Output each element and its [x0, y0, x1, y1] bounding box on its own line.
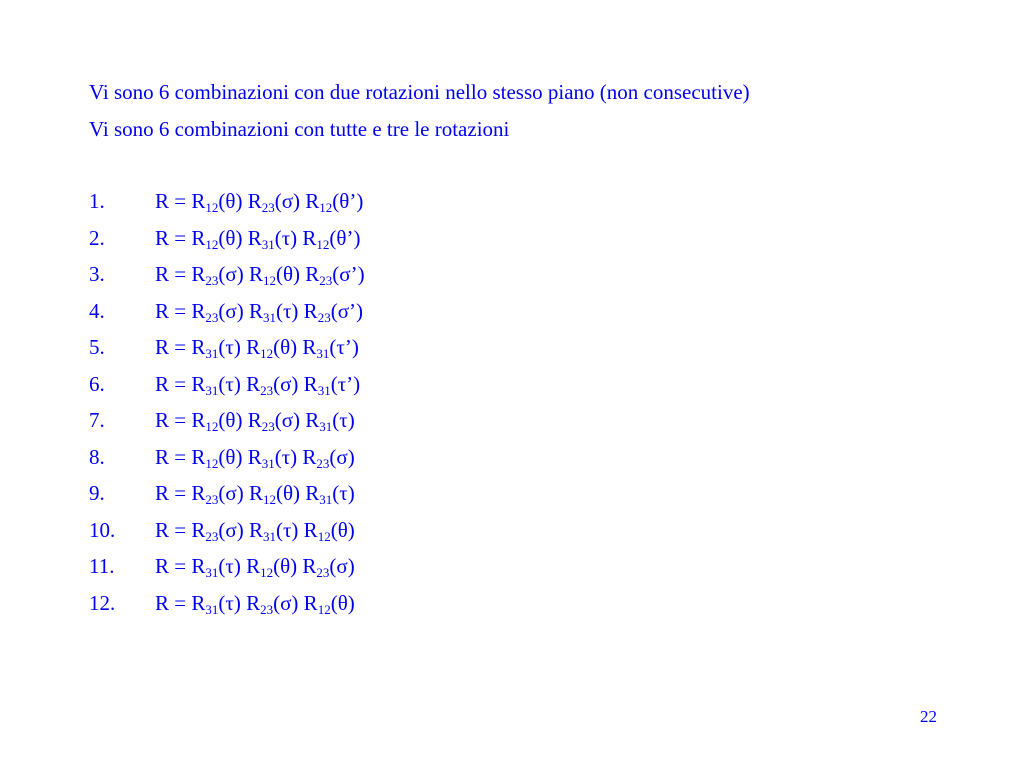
rotation-angle: θ [280, 335, 291, 359]
rotation-angle: σ [281, 408, 294, 432]
rotation-combination-item [89, 475, 365, 512]
rotation-angle: τ [281, 225, 291, 250]
rotation-angle: τ’ [336, 335, 352, 359]
rotation-index: 23 [319, 273, 333, 288]
rotation-angle: τ [339, 481, 348, 505]
rotation-formula: $R = R_{12}(\theta)$ $R_{31}(\tau)$ $R_{23}(\sigma)$ [155, 444, 355, 471]
rotation-combination-item [89, 256, 365, 293]
rotation-angle: σ’ [337, 298, 357, 323]
rotation-angle: θ [337, 517, 348, 542]
rotation-combination-item [89, 366, 365, 403]
rotation-index: 23 [316, 455, 330, 471]
item-number: 6. [89, 371, 105, 396]
rotation-index: 12 [205, 200, 219, 215]
item-number: 12. [89, 590, 116, 615]
rotation-angle: θ [282, 481, 294, 505]
rotation-angle: σ [336, 444, 348, 469]
rotation-angle: τ [225, 371, 234, 396]
rotation-combination-item [89, 329, 365, 366]
rotation-index: 12 [205, 419, 219, 434]
rotation-angle: θ’ [339, 189, 357, 213]
rotation-index: 31 [319, 492, 333, 507]
rotation-formula: $R = R_{12}(\theta)$ $R_{23}(\sigma)$ $R_{12}(\theta’)$ [155, 189, 364, 215]
rotation-angle: σ [280, 590, 292, 615]
item-number: 9. [89, 481, 105, 505]
rotation-angle: θ [280, 554, 291, 578]
rotation-formula: $R = R_{23}(\sigma)$ $R_{12}(\theta)$ $R_{23}(\sigma’)$ [155, 262, 365, 288]
rotation-index: 31 [317, 382, 331, 398]
rotation-index: 31 [205, 382, 219, 398]
rotation-formula: $R = R_{31}(\tau)$ $R_{12}(\theta)$ $R_{23}(\sigma)$ [155, 554, 355, 580]
rotation-angle: σ [336, 554, 348, 578]
rotation-index: 12 [317, 528, 331, 544]
rotation-angle: σ [281, 189, 294, 213]
rotation-index: 23 [205, 273, 219, 288]
rotation-angle: σ [225, 298, 237, 323]
rotation-index: 12 [317, 601, 331, 617]
rotation-angle: τ’ [337, 371, 354, 396]
rotation-index: 12 [260, 565, 274, 580]
rotation-combination-item [89, 220, 365, 257]
intro-line-2: Vi sono 6 combinazioni con tutte e tre le rotazioni [89, 117, 510, 141]
item-number: 4. [89, 298, 105, 323]
rotation-index: 31 [261, 236, 275, 252]
rotation-formula: $R = R_{31}(\tau)$ $R_{23}(\sigma)$ $R_{12}(\theta)$ [155, 590, 355, 617]
rotation-angle: θ [225, 225, 236, 250]
item-number: 10. [89, 517, 116, 542]
rotation-index: 23 [260, 601, 274, 617]
rotation-angle: τ [282, 298, 292, 323]
rotation-index: 23 [260, 382, 274, 398]
item-number: 8. [89, 444, 105, 469]
rotation-angle: τ [281, 444, 291, 469]
rotation-formula: $R = R_{23}(\sigma)$ $R_{12}(\theta)$ $R_{31}(\tau)$ [155, 481, 355, 507]
rotation-angle: θ [225, 408, 236, 432]
item-number: 11. [89, 554, 115, 578]
intro-line-1: Vi sono 6 combinazioni con due rotazioni nello stesso piano (non consecutive) [89, 80, 750, 104]
item-number: 2. [89, 225, 105, 250]
rotation-combination-item [89, 293, 365, 330]
rotation-index: 23 [205, 528, 219, 544]
item-number: 5. [89, 335, 105, 359]
rotation-index: 12 [316, 236, 330, 252]
rotation-angle: τ [282, 517, 292, 542]
rotation-formula: $R = R_{12}(\theta)$ $R_{31}(\tau)$ $R_{12}(\theta’)$ [155, 225, 361, 252]
intro-text [89, 74, 750, 148]
rotation-index: 31 [205, 346, 219, 361]
rotation-angle: τ [225, 590, 234, 615]
rotation-formula: $R = R_{12}(\theta)$ $R_{23}(\sigma)$ $R_{31}(\tau)$ [155, 408, 355, 434]
rotation-index: 12 [319, 200, 333, 215]
rotation-formula: $R = R_{31}(\tau)$ $R_{12}(\theta)$ $R_{31}(\tau’)$ [155, 335, 359, 361]
rotation-index: 23 [316, 565, 330, 580]
rotation-formula: $R = R_{23}(\sigma)$ $R_{31}(\tau)$ $R_{23}(\sigma’)$ [155, 298, 364, 325]
rotation-index: 23 [261, 200, 275, 215]
rotation-index: 12 [262, 273, 276, 288]
item-number: 7. [89, 408, 105, 432]
rotation-index: 31 [205, 565, 219, 580]
rotation-angle: τ [225, 554, 234, 578]
rotation-angle: θ [282, 262, 294, 286]
rotation-index: 31 [261, 455, 275, 471]
rotation-angle: σ [225, 517, 237, 542]
rotation-index: 31 [316, 346, 330, 361]
rotation-index: 12 [262, 492, 276, 507]
rotation-index: 12 [205, 236, 219, 252]
rotation-index: 31 [262, 309, 276, 325]
rotation-angle: τ [339, 408, 348, 432]
rotation-formula: $R = R_{23}(\sigma)$ $R_{31}(\tau)$ $R_{12}(\theta)$ [155, 517, 355, 544]
rotation-angle: σ [225, 481, 237, 505]
rotation-angle: σ [280, 371, 292, 396]
rotation-combination-item [89, 585, 365, 622]
item-number: 3. [89, 262, 105, 286]
rotation-formula: $R = R_{31}(\tau)$ $R_{23}(\sigma)$ $R_{31}(\tau’)$ [155, 371, 361, 398]
rotation-angle: θ [225, 444, 236, 469]
rotation-index: 31 [319, 419, 333, 434]
rotation-index: 23 [205, 309, 219, 325]
rotation-index: 23 [317, 309, 331, 325]
item-number: 1. [89, 189, 105, 213]
rotation-combination-item [89, 439, 365, 476]
rotation-angle: θ’ [336, 225, 354, 250]
rotation-index: 12 [205, 455, 219, 471]
rotation-index: 31 [262, 528, 276, 544]
page-number: 22 [920, 707, 937, 726]
rotation-index: 23 [205, 492, 219, 507]
rotation-angle: τ [225, 335, 234, 359]
rotation-angle: θ [225, 189, 236, 213]
rotation-combination-item [89, 548, 365, 585]
rotation-combination-item [89, 512, 365, 549]
rotation-angle: σ’ [339, 262, 358, 286]
rotation-angle: θ [337, 590, 348, 615]
rotation-combination-list [89, 183, 365, 621]
rotation-index: 12 [260, 346, 274, 361]
rotation-angle: σ [225, 262, 237, 286]
rotation-combination-item [89, 402, 365, 439]
rotation-index: 31 [205, 601, 219, 617]
rotation-combination-item [89, 183, 365, 220]
rotation-index: 23 [261, 419, 275, 434]
